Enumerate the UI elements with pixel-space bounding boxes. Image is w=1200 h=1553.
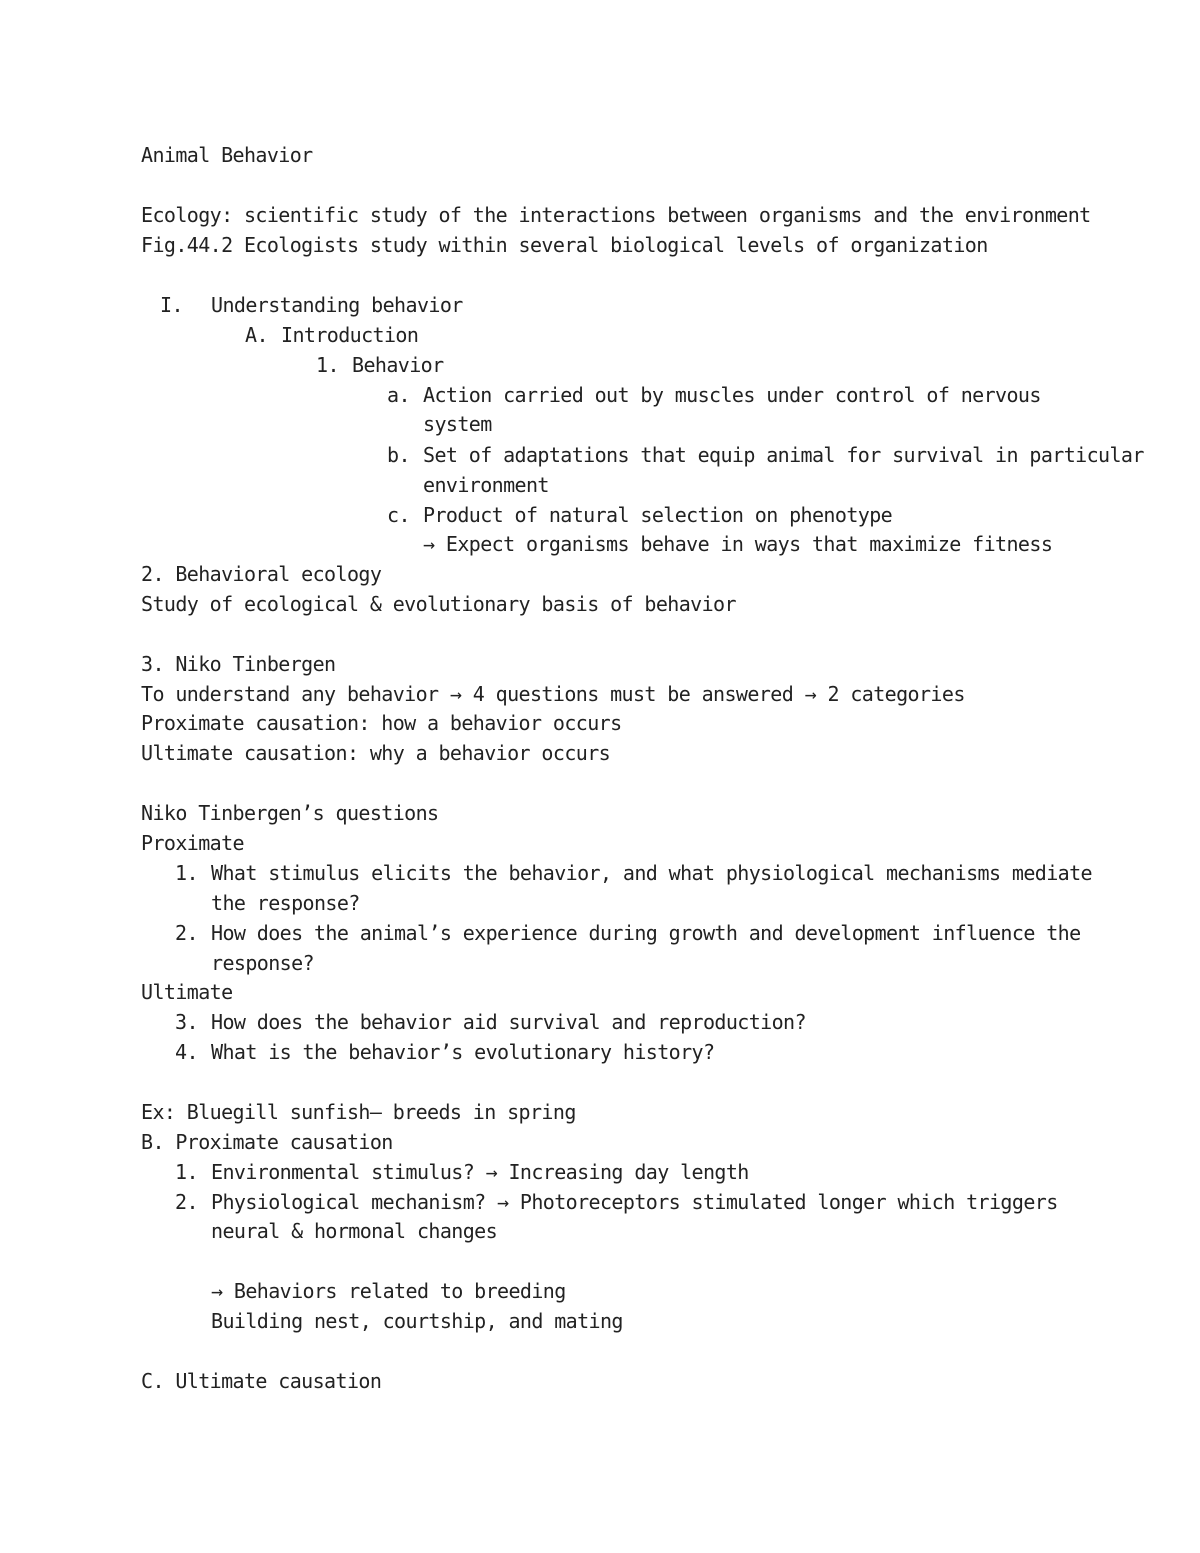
question-1-line2: the response? [211, 891, 360, 915]
figure-reference: Fig.44.2 Ecologists study within several biological levels of organization [141, 233, 988, 257]
tinbergen-line-1: To understand any behavior → 4 questions must be answered → 2 categories [141, 682, 965, 706]
list-marker-a: a. [387, 383, 410, 407]
question-2-line2: response? [211, 951, 314, 975]
proximate-item-2-line2: neural & hormonal changes [211, 1219, 498, 1243]
proximate-label: Proximate [141, 831, 244, 855]
proximate-item-2-line1: Physiological mechanism? → Photoreceptors stimulated longer which triggers [211, 1190, 1058, 1214]
list-item-a-line1: Action carried out by muscles under control of nervous [423, 383, 1041, 407]
list-item-a-line2: system [423, 412, 492, 436]
tinbergen-line-3: Ultimate causation: why a behavior occurs [141, 741, 611, 765]
list-item-b-line1: Set of adaptations that equip animal for survival in particular [423, 443, 1144, 467]
list-marker-c: c. [387, 503, 410, 527]
list-item-c-line1: Product of natural selection on phenotype [423, 503, 893, 527]
question-1-line1: What stimulus elicits the behavior, and what physiological mechanisms mediate [211, 861, 1092, 885]
outline-roman-marker: I. [160, 293, 183, 317]
ecology-definition: Ecology: scientific study of the interactions between organisms and the environment [141, 203, 1091, 227]
ultimate-label: Ultimate [141, 980, 233, 1004]
behavioral-ecology-heading: 2. Behavioral ecology [141, 562, 382, 586]
question-4-marker: 4. [175, 1040, 198, 1064]
proximate-causation-heading: B. Proximate causation [141, 1130, 393, 1154]
tinbergen-heading: 3. Niko Tinbergen [141, 652, 336, 676]
question-3-marker: 3. [175, 1010, 198, 1034]
behavioral-ecology-text: Study of ecological & evolutionary basis of behavior [141, 592, 736, 616]
tinbergen-line-2: Proximate causation: how a behavior occurs [141, 711, 622, 735]
question-3-line1: How does the behavior aid survival and reproduction? [211, 1010, 806, 1034]
list-marker-b: b. [387, 443, 410, 467]
questions-heading: Niko Tinbergen’s questions [141, 801, 439, 825]
example-line: Ex: Bluegill sunfish– breeds in spring [141, 1100, 576, 1124]
outline-roman-heading: Understanding behavior [211, 293, 463, 317]
proximate-item-2-marker: 2. [175, 1190, 198, 1214]
outline-letter-a-heading: Introduction [281, 323, 419, 347]
outline-number-1-marker: 1. [316, 353, 339, 377]
outline-number-1-heading: Behavior [352, 353, 444, 377]
question-2-line1: How does the animal’s experience during growth and development influence the [211, 921, 1081, 945]
question-4-line1: What is the behavior’s evolutionary history? [211, 1040, 715, 1064]
behaviors-list-line: Building nest, courtship, and mating [211, 1309, 623, 1333]
question-2-marker: 2. [175, 921, 198, 945]
question-1-marker: 1. [175, 861, 198, 885]
proximate-item-1-marker: 1. [175, 1160, 198, 1184]
ultimate-causation-heading: C. Ultimate causation [141, 1369, 382, 1393]
behaviors-arrow-line: → Behaviors related to breeding [211, 1279, 566, 1303]
list-item-b-line2: environment [423, 473, 549, 497]
outline-letter-a-marker: A. [245, 323, 268, 347]
document-title: Animal Behavior [141, 143, 313, 167]
proximate-item-1-line1: Environmental stimulus? → Increasing day length [211, 1160, 749, 1184]
list-item-c-arrow: → Expect organisms behave in ways that maximize fitness [423, 532, 1053, 556]
